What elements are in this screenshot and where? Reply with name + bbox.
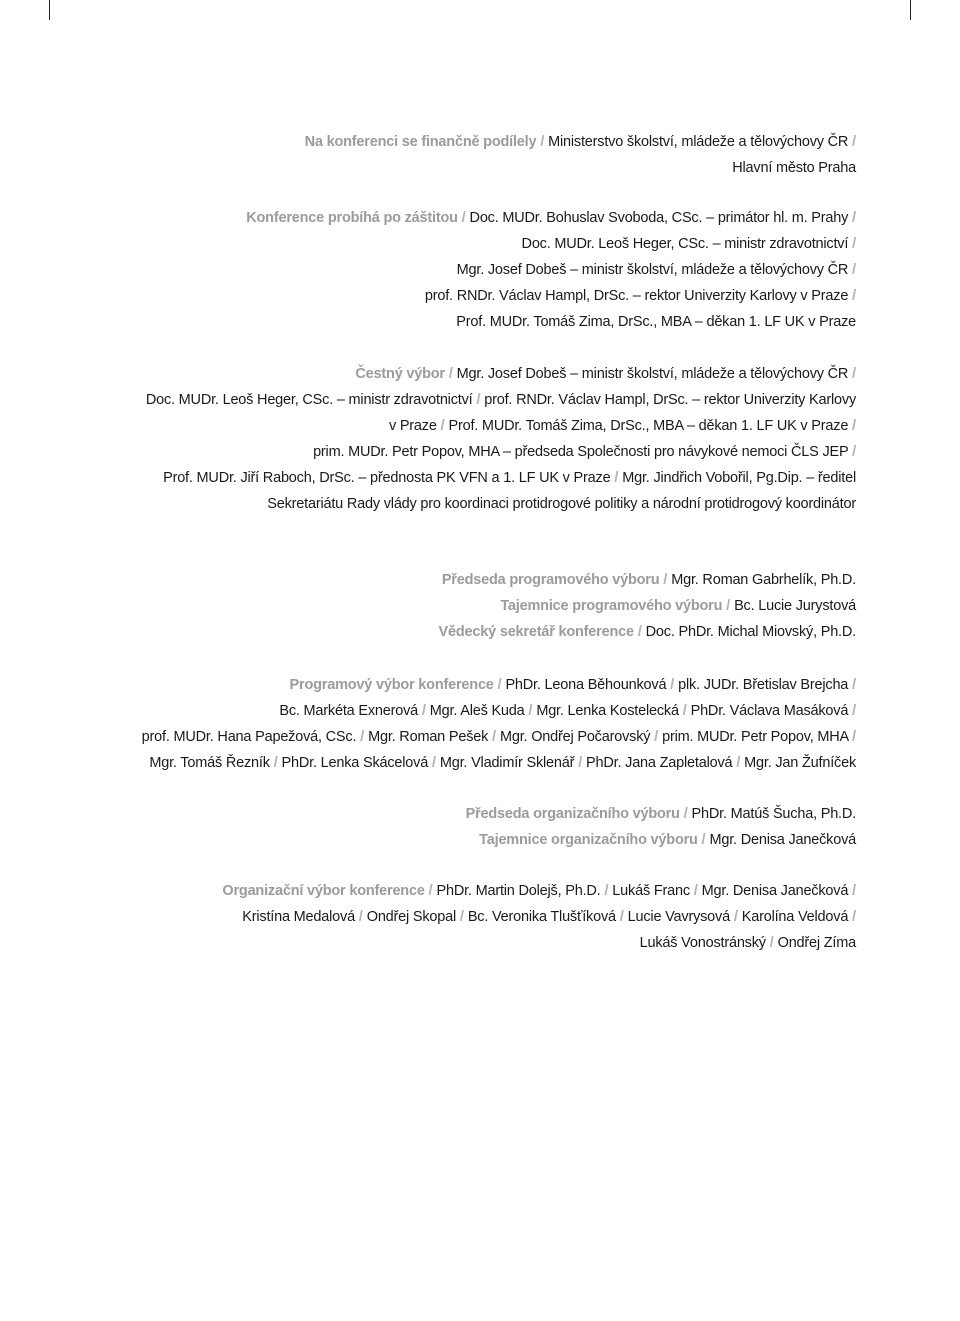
text-line xyxy=(246,205,856,231)
text-segment: Mgr. Denisa Janečková xyxy=(701,883,849,899)
section-organizing-officers xyxy=(466,801,856,853)
slash-separator: / xyxy=(852,209,856,226)
slash-separator: / xyxy=(852,882,856,899)
slash-separator: / xyxy=(852,728,856,745)
section-heading: Organizační výbor konference xyxy=(222,883,425,899)
text-line xyxy=(246,283,856,309)
slash-separator: / xyxy=(852,235,856,252)
role-holder: Doc. PhDr. Michal Miovský, Ph.D. xyxy=(645,624,856,640)
slash-separator: / xyxy=(476,391,485,408)
text-segment: PhDr. Leona Běhounková xyxy=(505,677,667,693)
text-segment: PhDr. Martin Dolejš, Ph.D. xyxy=(436,883,601,899)
slash-separator: / xyxy=(421,702,430,719)
text-line xyxy=(246,309,856,335)
section-heading: Konference probíhá po záštitou xyxy=(246,210,458,226)
section-funding xyxy=(305,129,856,181)
text-segment: Prof. MUDr. Tomáš Zima, DrSc., MBA – děkan 1. LF UK v Praze xyxy=(448,418,849,434)
text-line xyxy=(466,827,856,853)
text-segment: Doc. MUDr. Leoš Heger, CSc. – ministr zdravotnictví xyxy=(521,236,849,252)
slash-separator: / xyxy=(769,934,778,951)
slash-separator: / xyxy=(497,676,506,693)
text-segment: Prof. MUDr. Jiří Raboch, DrSc. – přednosta PK VFN a 1. LF UK v Praze xyxy=(163,470,611,486)
text-segment: Kristína Medalová xyxy=(242,909,355,925)
text-line xyxy=(305,155,856,181)
text-line xyxy=(142,698,856,724)
section-heading: Na konferenci se finančně podílely xyxy=(304,134,537,150)
text-segment: Mgr. Josef Dobeš – ministr školství, mládeže a tělovýchovy ČR xyxy=(456,366,849,382)
role-label: Předseda programového výboru xyxy=(441,572,660,588)
slash-separator: / xyxy=(682,702,691,719)
slash-separator: / xyxy=(358,908,367,925)
slash-separator: / xyxy=(852,261,856,278)
text-line xyxy=(146,491,856,517)
text-line xyxy=(146,439,856,465)
slash-separator: / xyxy=(701,831,710,848)
slash-separator: / xyxy=(654,728,663,745)
slash-separator: / xyxy=(604,882,613,899)
text-segment: Bc. Veronika Tlušťíková xyxy=(467,909,616,925)
slash-separator: / xyxy=(683,805,692,822)
section-heading: Programový výbor konference xyxy=(289,677,494,693)
role-holder: PhDr. Matúš Šucha, Ph.D. xyxy=(691,806,856,822)
section-program-officers xyxy=(439,567,856,645)
text-line xyxy=(146,361,856,387)
text-segment: Hlavní město Praha xyxy=(732,160,856,176)
text-segment: PhDr. Jana Zapletalová xyxy=(586,755,733,771)
role-label: Vědecký sekretář konference xyxy=(438,624,634,640)
role-label: Předseda organizačního výboru xyxy=(465,806,680,822)
text-line xyxy=(222,904,856,930)
text-segment: Mgr. Jan Žufníček xyxy=(744,755,856,771)
slash-separator: / xyxy=(440,417,449,434)
slash-separator: / xyxy=(852,365,856,382)
slash-separator: / xyxy=(461,209,470,226)
text-segment: Bc. Markéta Exnerová xyxy=(279,703,419,719)
slash-separator: / xyxy=(540,133,549,150)
text-line xyxy=(246,231,856,257)
slash-separator: / xyxy=(852,133,856,150)
text-line xyxy=(439,619,856,645)
text-segment: Doc. MUDr. Leoš Heger, CSc. – ministr zdravotnictví xyxy=(145,392,473,408)
text-segment: Lukáš Vonostránský xyxy=(639,935,766,951)
slash-separator: / xyxy=(459,908,468,925)
slash-separator: / xyxy=(637,623,646,640)
text-line xyxy=(222,878,856,904)
section-honorary-committee xyxy=(146,361,856,517)
text-line xyxy=(142,750,856,776)
text-line xyxy=(142,724,856,750)
slash-separator: / xyxy=(360,728,369,745)
slash-separator: / xyxy=(670,676,679,693)
text-line xyxy=(466,801,856,827)
text-segment: prof. RNDr. Václav Hampl, DrSc. – rektor Univerzity Karlovy v Praze xyxy=(424,288,849,304)
role-holder: Mgr. Roman Gabrhelík, Ph.D. xyxy=(671,572,856,588)
text-segment: Mgr. Ondřej Počarovský xyxy=(499,729,651,745)
text-line xyxy=(146,413,856,439)
text-segment: Ondřej Skopal xyxy=(366,909,457,925)
text-segment: Ministerstvo školství, mládeže a tělovýchovy ČR xyxy=(548,134,849,150)
text-segment: prof. RNDr. Václav Hampl, DrSc. – rektor Univerzity Karlovy xyxy=(484,392,856,408)
text-line xyxy=(439,593,856,619)
slash-separator: / xyxy=(693,882,702,899)
text-segment: Sekretariátu Rady vlády pro koordinaci protidrogové politiky a národní protidrogový koordinátor xyxy=(267,496,856,512)
text-segment: plk. JUDr. Břetislav Brejcha xyxy=(678,677,849,693)
slash-separator: / xyxy=(733,908,742,925)
slash-separator: / xyxy=(852,443,856,460)
slash-separator: / xyxy=(852,676,856,693)
section-heading: Čestný výbor xyxy=(355,366,445,382)
crop-mark-right xyxy=(910,0,911,20)
crop-mark-left xyxy=(49,0,50,20)
section-program-committee xyxy=(142,672,856,776)
text-line xyxy=(146,465,856,491)
text-segment: Mgr. Vladimír Sklenář xyxy=(439,755,575,771)
slash-separator: / xyxy=(528,702,537,719)
text-segment: Doc. MUDr. Bohuslav Svoboda, CSc. – primátor hl. m. Prahy xyxy=(469,210,849,226)
role-holder: Mgr. Denisa Janečková xyxy=(709,832,856,848)
slash-separator: / xyxy=(428,882,437,899)
text-line xyxy=(246,257,856,283)
text-segment: PhDr. Lenka Skácelová xyxy=(281,755,429,771)
slash-separator: / xyxy=(619,908,628,925)
text-segment: PhDr. Václava Masáková xyxy=(690,703,849,719)
text-segment: Mgr. Tomáš Řezník xyxy=(149,755,270,771)
slash-separator: / xyxy=(852,908,856,925)
text-segment: prim. MUDr. Petr Popov, MHA – předseda Společnosti pro návykové nemoci ČLS JEP xyxy=(313,444,849,460)
text-segment: Mgr. Lenka Kostelecká xyxy=(536,703,679,719)
role-label: Tajemnice organizačního výboru xyxy=(479,832,698,848)
slash-separator: / xyxy=(852,417,856,434)
slash-separator: / xyxy=(448,365,457,382)
slash-separator: / xyxy=(852,702,856,719)
slash-separator: / xyxy=(663,571,672,588)
text-segment: prof. MUDr. Hana Papežová, CSc. xyxy=(141,729,357,745)
role-label: Tajemnice programového výboru xyxy=(500,598,723,614)
role-holder: Bc. Lucie Jurystová xyxy=(734,598,856,614)
slash-separator: / xyxy=(492,728,500,745)
slash-separator: / xyxy=(614,469,623,486)
text-segment: Mgr. Jindřich Vobořil, Pg.Dip. – ředitel xyxy=(622,470,856,486)
text-segment: Mgr. Josef Dobeš – ministr školství, mládeže a tělovýchovy ČR xyxy=(456,262,849,278)
text-line xyxy=(439,567,856,593)
text-segment: Mgr. Aleš Kuda xyxy=(429,703,525,719)
text-line xyxy=(222,930,856,956)
text-segment: Mgr. Roman Pešek xyxy=(368,729,489,745)
slash-separator: / xyxy=(273,754,282,771)
section-organizing-committee xyxy=(222,878,856,956)
text-segment: Prof. MUDr. Tomáš Zima, DrSc., MBA – děkan 1. LF UK v Praze xyxy=(456,314,856,330)
text-segment: v Praze xyxy=(388,418,437,434)
slash-separator: / xyxy=(578,754,587,771)
text-line xyxy=(305,129,856,155)
text-segment: Lucie Vavrysová xyxy=(627,909,730,925)
slash-separator: / xyxy=(736,754,745,771)
text-segment: Karolína Veldová xyxy=(741,909,849,925)
text-segment: Ondřej Zíma xyxy=(777,935,856,951)
text-segment: prim. MUDr. Petr Popov, MHA xyxy=(662,729,849,745)
text-line xyxy=(142,672,856,698)
slash-separator: / xyxy=(726,597,735,614)
slash-separator: / xyxy=(852,287,856,304)
text-line xyxy=(146,387,856,413)
section-patronage xyxy=(246,205,856,335)
text-segment: Lukáš Franc xyxy=(612,883,690,899)
slash-separator: / xyxy=(431,754,440,771)
